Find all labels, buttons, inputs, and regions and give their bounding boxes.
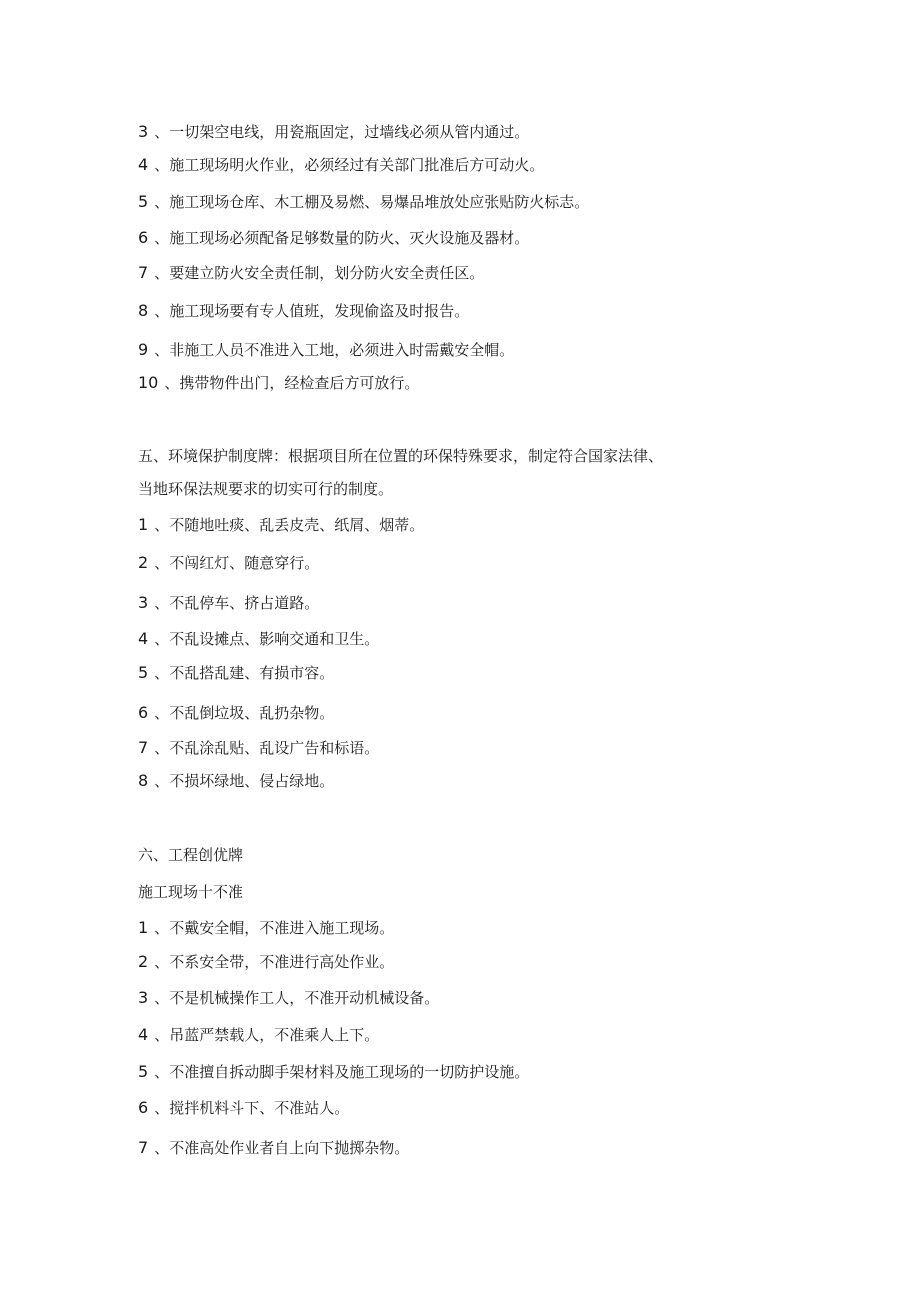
item-number: 3: [138, 988, 149, 1007]
quality-item-4: [138, 1025, 379, 1045]
item-text: 、非施工人员不准进入工地，必须进入时需戴安全帽。: [154, 341, 515, 359]
item-text: 、施工现场仓库、木工棚及易燃、易爆品堆放处应张贴防火标志。: [154, 193, 590, 211]
item-text: 、搅拌机料斗下、不准站人。: [154, 1099, 350, 1117]
env-heading-line2: [138, 479, 393, 499]
item-text: 、施工现场必须配备足够数量的防火、灭火设施及器材。: [154, 229, 530, 247]
item-text: 、不损坏绿地、侵占绿地。: [154, 772, 335, 790]
item-text: 、不乱涂乱贴、乱设广告和标语。: [154, 739, 380, 757]
fire-item-6: [138, 228, 529, 248]
quality-heading: [138, 845, 243, 865]
item-text: 、吊蓝严禁载人，不准乘人上下。: [154, 1026, 380, 1044]
item-number: 5: [138, 1062, 149, 1081]
section-heading: 六、工程创优牌: [138, 846, 244, 864]
item-number: 8: [138, 771, 149, 790]
quality-item-3: [138, 988, 439, 1008]
item-text: 、不准擅自拆动脚手架材料及施工现场的一切防护设施。: [154, 1063, 530, 1081]
item-number: 6: [138, 1098, 149, 1117]
item-text: 、一切架空电线，用瓷瓶固定，过墙线必须从管内通过。: [154, 123, 530, 141]
env-item-8: [138, 771, 334, 791]
item-number: 6: [138, 703, 149, 722]
item-number: 10: [138, 373, 159, 392]
item-number: 3: [138, 593, 149, 612]
item-text: 、不戴安全帽，不准进入施工现场。: [154, 919, 395, 937]
item-number: 5: [138, 192, 149, 211]
item-number: 6: [138, 228, 149, 247]
fire-item-10: [138, 373, 419, 393]
fire-item-5: [138, 192, 589, 212]
item-number: 1: [138, 918, 149, 937]
fire-item-8: [138, 301, 469, 321]
section-subheading: 施工现场十不准: [138, 883, 244, 901]
env-item-6: [138, 703, 334, 723]
item-text: 、不闯红灯、随意穿行。: [154, 554, 320, 572]
item-text: 、不乱搭乱建、有损市容。: [154, 664, 335, 682]
item-number: 5: [138, 663, 149, 682]
item-text: 、不乱停车、挤占道路。: [154, 594, 320, 612]
quality-item-2: [138, 952, 394, 972]
quality-item-6: [138, 1098, 349, 1118]
item-text: 、不系安全带，不准进行高处作业。: [154, 953, 395, 971]
env-item-5: [138, 663, 334, 683]
item-text: 、施工现场要有专人值班，发现偷盗及时报告。: [154, 302, 470, 320]
quality-subheading: [138, 882, 243, 902]
fire-item-4: [138, 155, 544, 175]
item-number: 4: [138, 629, 149, 648]
env-item-1: [138, 515, 424, 535]
item-number: 4: [138, 155, 149, 174]
item-text: 、不准高处作业者自上向下抛掷杂物。: [154, 1139, 410, 1157]
item-number: 8: [138, 301, 149, 320]
item-text: 、携带物件出门，经检查后方可放行。: [164, 374, 420, 392]
env-heading-line1: [138, 446, 663, 466]
fire-item-9: [138, 340, 514, 360]
item-number: 7: [138, 1138, 149, 1157]
item-text: 、不乱倒垃圾、乱扔杂物。: [154, 704, 335, 722]
item-text: 、不是机械操作工人，不准开动机械设备。: [154, 989, 440, 1007]
item-text: 、不随地吐痰、乱丢皮壳、纸屑、烟蒂。: [154, 516, 425, 534]
item-text: 、要建立防火安全责任制，划分防火安全责任区。: [154, 264, 485, 282]
env-item-4: [138, 629, 379, 649]
quality-item-7: [138, 1138, 409, 1158]
item-number: 4: [138, 1025, 149, 1044]
item-number: 1: [138, 515, 149, 534]
item-number: 9: [138, 340, 149, 359]
env-item-2: [138, 553, 319, 573]
fire-item-7: [138, 263, 484, 283]
item-number: 2: [138, 553, 149, 572]
env-item-3: [138, 593, 319, 613]
item-text: 、不乱设摊点、影响交通和卫生。: [154, 630, 380, 648]
quality-item-1: [138, 918, 394, 938]
item-number: 3: [138, 122, 149, 141]
fire-item-3: [138, 122, 529, 142]
item-text: 、施工现场明火作业，必须经过有关部门批准后方可动火。: [154, 156, 545, 174]
item-number: 2: [138, 952, 149, 971]
env-item-7: [138, 738, 379, 758]
section-heading: 五、环境保护制度牌：根据项目所在位置的环保特殊要求，制定符合国家法律、: [138, 447, 664, 465]
section-heading-continued: 当地环保法规要求的切实可行的制度。: [138, 480, 394, 498]
quality-item-5: [138, 1062, 529, 1082]
item-number: 7: [138, 738, 149, 757]
item-number: 7: [138, 263, 149, 282]
